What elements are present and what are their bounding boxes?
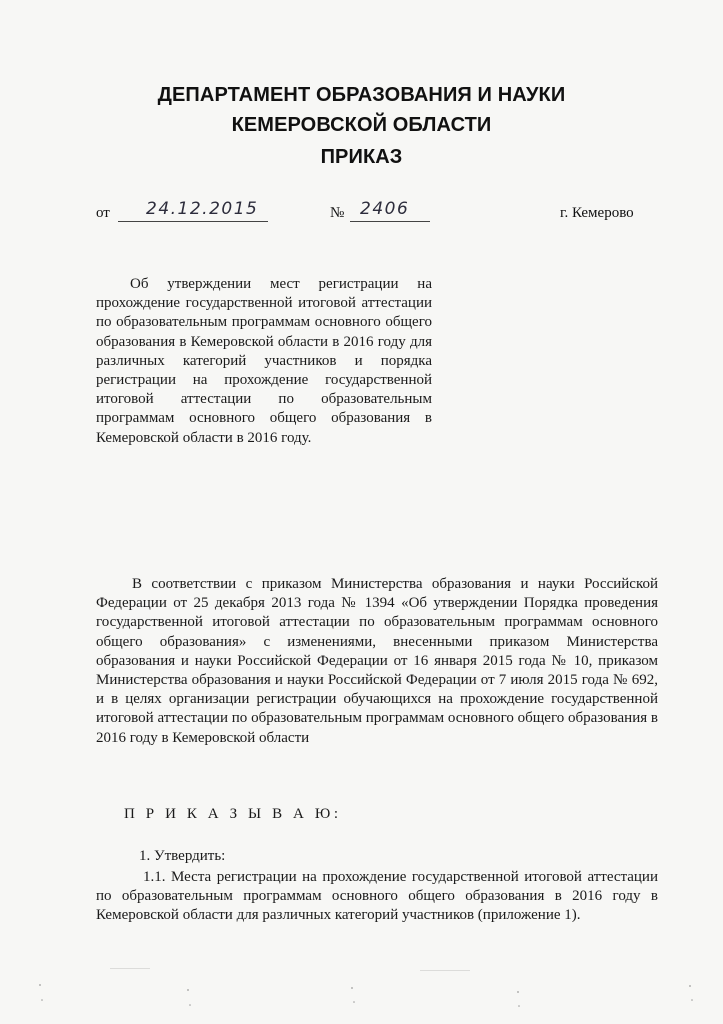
- department-title: ДЕПАРТАМЕНТ ОБРАЗОВАНИЯ И НАУКИ: [157, 84, 566, 106]
- city: г. Кемерово: [560, 205, 634, 221]
- item-1-1: [96, 868, 658, 926]
- preamble: [96, 575, 658, 748]
- number-label: №: [330, 205, 345, 221]
- handwritten-number: 2406: [360, 199, 410, 219]
- item-1: 1. Утвердить:: [139, 848, 226, 864]
- date-label: от: [96, 205, 110, 221]
- order-title: ПРИКАЗ: [320, 146, 403, 168]
- order-subject: [96, 275, 432, 448]
- order-subject-text: Об утверждении мест регистрации на прохождение государственной итоговой аттестации по образовательным программам основного общего образования в Кемеровской области в 2016 году для различных категорий участников и порядка регистрации на прохождение государственной итоговой аттестации по образовательным программам основного общего образования в Кемеровской области в 2016 году.: [96, 276, 432, 446]
- number-underline: [350, 221, 430, 222]
- region-title: КЕМЕРОВСКОЙ ОБЛАСТИ: [231, 114, 492, 136]
- preamble-text: В соответствии с приказом Министерства образования и науки Российской Федерации от 25 декабря 2013 года № 1394 «Об утверждении Порядка проведения государственной итоговой аттестации по образовательным программам основного общего образования» с изменениями, внесенными приказом Министерства образования и науки Российской Федерации от 16 января 2015 года № 10, приказом Министерства образования и науки Российской Федерации от 7 июля 2015 года № 692, и в целях организации регистрации обучающихся на прохождение государственной итоговой аттестации по образовательным программам основного общего образования в 2016 году в Кемеровской области: [96, 576, 658, 746]
- item-1-1-text: 1.1. Места регистрации на прохождение государственной итоговой аттестации по образовательным программам основного общего образования в 2016 году в Кемеровской области для различных категорий участников (приложение 1).: [96, 869, 658, 924]
- order-directive: П Р И К А З Ы В А Ю:: [124, 806, 342, 822]
- handwritten-date: 24.12.2015: [146, 199, 259, 219]
- date-underline: [118, 221, 268, 222]
